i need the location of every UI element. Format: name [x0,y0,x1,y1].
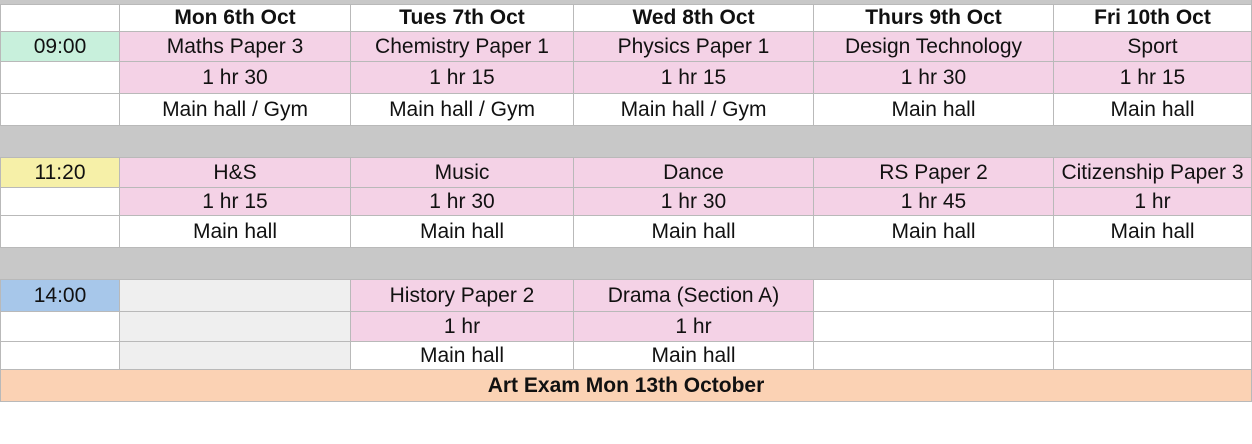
blank-time-cell[interactable] [0,188,120,216]
exam-room-cell[interactable]: Main hall [351,342,574,370]
blank-time-cell[interactable] [0,342,120,370]
exam-room-cell[interactable]: Main hall [814,94,1054,126]
exam-duration-cell[interactable]: 1 hr 30 [351,188,574,216]
exam-subject-cell[interactable]: Design Technology [814,32,1054,62]
session-separator-row [0,248,1252,280]
session-time-cell[interactable]: 14:00 [0,280,120,312]
exam-duration-cell[interactable]: 1 hr 15 [120,188,351,216]
exam-subject-cell[interactable]: Drama (Section A) [574,280,814,312]
blank-time-cell[interactable] [0,94,120,126]
blank-time-cell[interactable] [0,312,120,342]
empty-exam-cell[interactable] [120,312,351,342]
blank-time-cell[interactable] [0,62,120,94]
empty-exam-cell[interactable] [120,342,351,370]
exam-duration-cell[interactable]: 1 hr [574,312,814,342]
empty-exam-cell[interactable] [814,342,1054,370]
exam-duration-cell[interactable]: 1 hr 15 [1054,62,1252,94]
day-header-mon[interactable]: Mon 6th Oct [120,4,351,32]
empty-exam-cell[interactable] [814,312,1054,342]
empty-exam-cell[interactable] [1054,342,1252,370]
session-time-cell[interactable]: 11:20 [0,158,120,188]
exam-room-cell[interactable]: Main hall / Gym [351,94,574,126]
exam-subject-cell[interactable]: History Paper 2 [351,280,574,312]
exam-room-cell[interactable]: Main hall [120,216,351,248]
exam-subject-cell[interactable]: Physics Paper 1 [574,32,814,62]
exam-duration-cell[interactable]: 1 hr 45 [814,188,1054,216]
exam-duration-cell[interactable]: 1 hr 15 [351,62,574,94]
exam-subject-cell[interactable]: Citizenship Paper 3 [1054,158,1252,188]
day-header-tue[interactable]: Tues 7th Oct [351,4,574,32]
day-header-wed[interactable]: Wed 8th Oct [574,4,814,32]
exam-duration-cell[interactable]: 1 hr 30 [814,62,1054,94]
session-time-cell[interactable]: 09:00 [0,32,120,62]
header-corner-cell[interactable] [0,4,120,32]
empty-exam-cell[interactable] [120,280,351,312]
exam-duration-cell[interactable]: 1 hr 30 [120,62,351,94]
exam-room-cell[interactable]: Main hall [814,216,1054,248]
exam-room-cell[interactable]: Main hall [574,342,814,370]
empty-exam-cell[interactable] [1054,280,1252,312]
exam-duration-cell[interactable]: 1 hr 15 [574,62,814,94]
exam-subject-cell[interactable]: Chemistry Paper 1 [351,32,574,62]
exam-room-cell[interactable]: Main hall / Gym [120,94,351,126]
empty-exam-cell[interactable] [1054,312,1252,342]
exam-room-cell[interactable]: Main hall / Gym [574,94,814,126]
exam-subject-cell[interactable]: H&S [120,158,351,188]
day-header-thu[interactable]: Thurs 9th Oct [814,4,1054,32]
exam-room-cell[interactable]: Main hall [1054,216,1252,248]
exam-subject-cell[interactable]: Music [351,158,574,188]
exam-subject-cell[interactable]: Dance [574,158,814,188]
exam-room-cell[interactable]: Main hall [1054,94,1252,126]
exam-subject-cell[interactable]: RS Paper 2 [814,158,1054,188]
exam-duration-cell[interactable]: 1 hr 30 [574,188,814,216]
day-header-fri[interactable]: Fri 10th Oct [1054,4,1252,32]
blank-time-cell[interactable] [0,216,120,248]
session-separator-row [0,126,1252,158]
empty-exam-cell[interactable] [814,280,1054,312]
exam-subject-cell[interactable]: Sport [1054,32,1252,62]
exam-duration-cell[interactable]: 1 hr [1054,188,1252,216]
exam-room-cell[interactable]: Main hall [351,216,574,248]
footer-note[interactable]: Art Exam Mon 13th October [0,370,1252,402]
exam-duration-cell[interactable]: 1 hr [351,312,574,342]
bottom-blank-row [0,402,1252,434]
exam-room-cell[interactable]: Main hall [574,216,814,248]
exam-subject-cell[interactable]: Maths Paper 3 [120,32,351,62]
